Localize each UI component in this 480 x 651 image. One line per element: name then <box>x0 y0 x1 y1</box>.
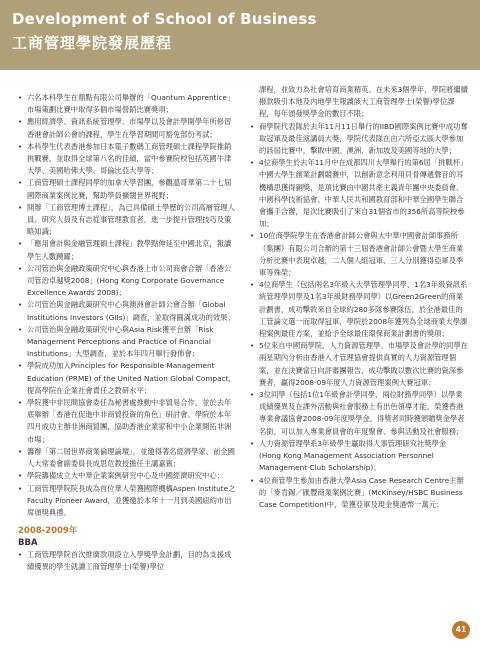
continued-paragraph: 課程，並致力為社會培育商業精英。在未來3個學年，學院將繼續撥款吸引本地及內地學生報讀該大工商管理學士(榮譽)學位課程，每年頒發獎學金的數目不限； <box>259 85 468 119</box>
bullet-icon: • <box>18 93 23 102</box>
list-item: • 六名本科學生在鼎點有限公司舉辦的「Quantum Apprentice」市場策劃比賽中取得多個市場營銷比賽獎項； <box>18 93 235 115</box>
bullet-icon: • <box>18 550 23 560</box>
list-item: • 籌辦「第二屆世界商業倫理論壇」，並邀得著名經濟學家、前全國人大常委會副委員長成思危教授擔任主講嘉賓； <box>18 446 235 469</box>
list-item: • 人力資源管理學系3年級學生贏取得人事管理研究社獎學金(Hong Kong Management Association Personnel Management Club Scholarship)； <box>250 438 447 473</box>
header-title-en: Development of School of Business <box>12 10 317 28</box>
list-item: • 本科學生代表香港參加日本電子數碼工商管理碩士課程學院推銷挑戰賽，並取得全球第八名的佳績，當中參賽院校包括英國牛津大學、美國哈佛大學、哥倫比亞大學等； <box>18 141 232 176</box>
list-item: • 應用經濟學、資訊系統管理學、市場學以及會計學開學年所修習香港會計師公會的課程，學生在學習期間可豁免部份考試； <box>18 117 232 139</box>
list-item: • 商學院代表隊於去年11月11日舉行的IIBD國際案例比賽中成功奪取冠軍及最佳演講員大獎，學院代表隊在由六所亞太區大學參加的該屆比賽中，擊敗中國、澳洲、新加坡及美國等地的大學； <box>250 121 468 156</box>
bullet-icon: • <box>18 141 23 151</box>
bullet-icon: • <box>18 361 23 371</box>
bullet-icon: • <box>18 178 23 188</box>
list-item: • 5位來自中國商學院、人力資源管理學、市場學及會計學的同學在兩星期內分析由香港入才管理協會提供真實的人力資源管理個案，並在決賽當日向評審團報告，成功擊敗以數次比賽的資深參賽者，贏得2008-09年度人力資源管理案例大賽冠軍； <box>250 341 468 387</box>
list-item: • 「應用會計與金融管理碩士課程」教學點伸延至中國北京，報讀學生人數踴躍； <box>18 239 232 261</box>
list-item: • 公司管治與金融政策研究中心與澳洲會計師公會合辦「Global Institutions Investors (GIIs)」調查，並取得圓滿成功的效果； <box>18 300 235 322</box>
left-column <box>18 92 236 574</box>
list-item: • 工商管理學院院長成為首位華人榮獲國際機構Aspen Institute之Faculty Pioneer Award，並獲邀於本年十一月到美國紐約市出席頒獎典禮。 <box>18 483 236 517</box>
bullet-icon: • <box>18 300 23 310</box>
bullet-icon: • <box>18 471 23 481</box>
right-bullet-list <box>250 121 468 512</box>
list-item: • 開辦「工商管理博士課程」，為已具備碩士學歷的公司高層管理人員、研究人員及有志從事管理教育者，進一步提升管理技巧及策略知識； <box>18 202 235 237</box>
list-item: • 學院籌備成立大中華企業案例研究中心及中國經濟研究中心； <box>18 470 236 482</box>
bullet-icon: • <box>250 121 255 131</box>
list-item: • 3位同學（包括1位1年級會計學同學、兩位財務學同學）以學業成績優異及在課外活動與社會服務上有出色領導才能，榮獲香港專業會議協會2008-09年度獎學金，得獎者同時獲頒贈獎金學者名銜，可以加入專業會員會的年度聚會、參與活動及社會服務； <box>250 390 465 436</box>
bullet-icon: • <box>250 158 255 168</box>
list-item: • 4位商學生（包括兩名3年級入大學管理學同學、1名3年級資訊系統管理學同學及1名3年級財務學同學）以Green2Green的商業計劃書，成功擊敗來自全球約280多隊參賽隊伍，於全港最佳的工管論文選一而取得冠軍，學院於2008年獲列為全球商業大學課程案例最佳方案，並給予全球最佳環保商業計劃書的獎項； <box>250 280 468 339</box>
bullet-icon: • <box>18 446 23 456</box>
bullet-icon: • <box>18 483 23 493</box>
bba-bullet-list <box>18 549 236 573</box>
bullet-icon: • <box>250 280 255 290</box>
header-title-zh: 工商管理學院發展歷程 <box>12 34 173 52</box>
bullet-icon: • <box>18 324 23 334</box>
list-item: • 學院獲中非民間協會委任為秘書處推動中非貿易合作，並於去年底舉辦「香港在促進中非商貿投資的角色」研討會。學院於本年四月成功主辦非洲商貿團，協助香港企業家和中小企業開拓非洲市場； <box>18 398 232 444</box>
left-bullet-list <box>18 92 236 519</box>
list-item: • 10位商學院學生在香港會計師公會與大中華中國會計師事務所（集團）有限公司合辦的第十三屆香港會計師公會暨大學生商業分析比賽中表現卓越，二人個人組冠軍、三人分別獲得亞軍及季軍等殊榮； <box>250 231 464 278</box>
list-item: • 學院成功加入Principles for Responsible Management Education (PRME) of the United Nation Global Compact，提高學院在企業社會責任之教研水平； <box>18 361 236 395</box>
right-column <box>250 84 468 511</box>
bullet-icon: • <box>250 438 255 448</box>
section-subheading: BBA <box>18 538 38 549</box>
bullet-icon: • <box>18 117 23 127</box>
bullet-icon: • <box>18 398 23 408</box>
bullet-icon: • <box>250 231 255 241</box>
bullet-icon: • <box>18 202 23 212</box>
bullet-icon: • <box>250 390 255 400</box>
page-header <box>0 0 480 70</box>
bullet-icon: • <box>18 263 23 273</box>
list-item: • 4位商學生於去年11月中在成都四川大學舉行的第6屆「挑戰杯」中國大學生創業計劃競賽中，以創新意念利用貝骨傳遞聲音的耳機構思獲得銅獎，是項比賽由中國共產主義青年團中央委員會、中國科學技術協會、中華人民共和國教育部和中華全國學生聯合會攜手合辦，是次比賽吸引了來自31個省市的356所高等院校參加； <box>250 158 468 229</box>
list-item: • 工商管理碩士課程同學的加拿大學習團，參觀溫哥華第二十七屆國際商業案例比賽，幫助學員擴闊世界視野； <box>18 178 232 200</box>
page-number: 41 <box>452 621 470 639</box>
list-item: • 公司管治與金融政策研究中心與Asia Risk獲平台辦「Risk Management Perceptions and Practice of Financial Institutions」大型調查，並於本年四月舉行發佈會； <box>18 324 214 359</box>
list-item: • 公司管治與金融政策研究中心與香港上市公司商會合辦「香港公司管治卓越獎2008」(Hong Kong Corporate Governance Excellence Awards 2008)； <box>18 263 232 298</box>
section-year-heading: 2008-2009年 <box>18 526 78 537</box>
list-item: • 工商管理學院首次推廣款項設立入學獎學金計劃，目的為支援成績優異的學生就讀工商管理學士(榮譽)學位 <box>18 550 232 572</box>
list-item: • 4位商管學生參加由香港大學Asia Case Research Centre主辦的「麥肯錫／匯豐商業案例比賽」(McKinsey/HSBC Business Case Competition)中，榮獲亞軍及現金獎港幣一萬元； <box>250 475 464 509</box>
bullet-icon: • <box>250 341 255 351</box>
bullet-icon: • <box>250 475 255 485</box>
bullet-icon: • <box>18 239 23 249</box>
